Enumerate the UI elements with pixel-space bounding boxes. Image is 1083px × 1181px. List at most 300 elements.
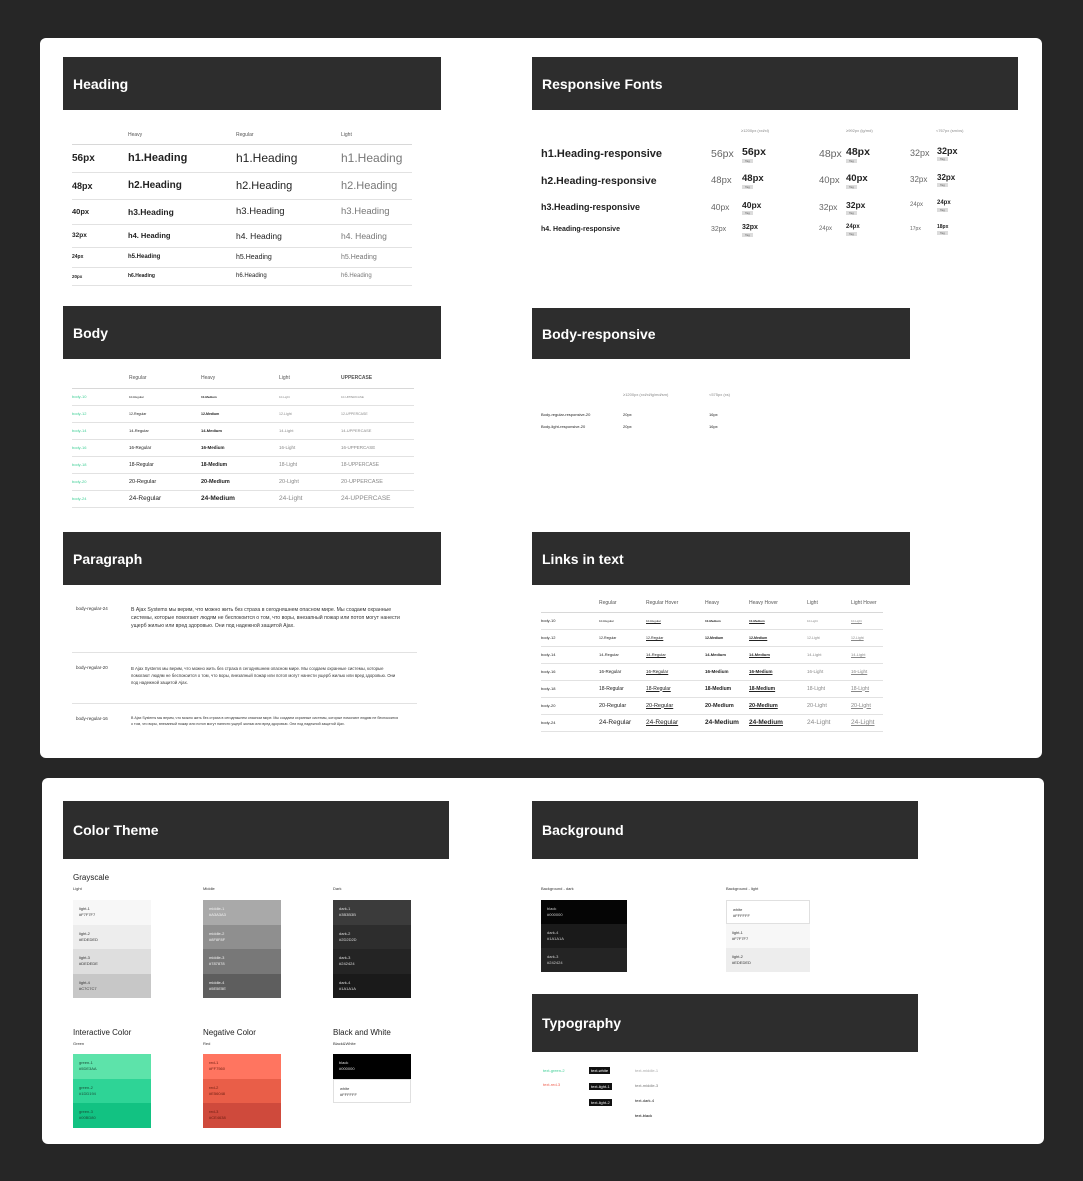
swatch-hex: #C7C7C7: [79, 985, 97, 991]
swatch-hex: #5DE3AA: [79, 1066, 97, 1071]
body-responsive-a: 20px: [623, 412, 632, 417]
typography-col-3: [635, 1068, 658, 1128]
heading-light: h4. Heading: [341, 224, 412, 247]
link-sample[interactable]: 10-Regular: [599, 612, 646, 629]
typography-sample: text-green-2: [543, 1068, 565, 1073]
link-sample[interactable]: 16-Light: [851, 663, 883, 680]
links-col-heavy: Heavy: [705, 594, 749, 612]
swatch-name: light-1: [79, 906, 90, 911]
links-name: body-24: [541, 714, 599, 731]
link-sample[interactable]: 20-Regular: [646, 697, 705, 714]
link-sample[interactable]: 10-Medium: [749, 612, 807, 629]
body-col-name: [72, 368, 129, 388]
link-sample[interactable]: 12-Light: [807, 629, 851, 646]
color-swatch-dark-1: [333, 900, 411, 925]
black-white-label: Black&White: [333, 1041, 356, 1046]
typography-sample-wrap: [589, 1100, 612, 1116]
swatch-name: light-2: [79, 930, 90, 936]
typography-sample: text-red-3: [543, 1082, 561, 1087]
link-sample[interactable]: 14-Regular: [599, 646, 646, 663]
typography-sample: text-light-2: [591, 1100, 610, 1105]
body-name: body-18: [72, 456, 129, 473]
link-sample[interactable]: 18-Light: [807, 680, 851, 697]
link-sample[interactable]: 20-Regular: [599, 697, 646, 714]
link-sample[interactable]: 20-Medium: [749, 697, 807, 714]
paragraph-row: [72, 710, 417, 744]
body-uppercase: 16-UPPERCASE: [341, 439, 414, 456]
swatch-hex: #FFFFFF: [733, 913, 750, 918]
swatch-name: red-3: [209, 1109, 219, 1114]
body-regular: 20-Regular: [129, 473, 201, 490]
grayscale-title: Grayscale: [73, 873, 110, 882]
link-sample[interactable]: 14-Light: [851, 646, 883, 663]
color-swatch-red-2: [203, 1079, 281, 1104]
typography-sample-wrap: [589, 1068, 612, 1084]
swatch-name: dark-3: [547, 954, 559, 959]
color-swatch-red-1: [203, 1054, 281, 1079]
swatch-name: dark-2: [339, 930, 351, 936]
typography-sample-wrap: [589, 1084, 612, 1100]
responsive-value: 40px: [711, 202, 730, 212]
paragraph-name: body-regular-20: [76, 665, 108, 670]
links-row: [541, 714, 883, 731]
responsive-value: 40px: [846, 173, 868, 184]
body-light: 12-Light: [279, 405, 341, 422]
body-row: [72, 388, 414, 405]
swatch-name: middle-3: [209, 955, 225, 960]
responsive-tag: Tag: [937, 231, 948, 235]
heading-size: 24px: [72, 247, 128, 267]
responsive-col-sm: <767px (sm/xs): [936, 128, 964, 133]
heading-size: 32px: [72, 224, 128, 247]
typography-section-title: Typography: [542, 1015, 622, 1031]
link-sample[interactable]: 16-Regular: [646, 663, 705, 680]
responsive-table: [541, 128, 981, 237]
body-uppercase: 12-UPPERCASE: [341, 405, 414, 422]
negative-color-title: Negative Color: [203, 1028, 256, 1037]
typography-sample: text-dark-4: [635, 1098, 655, 1103]
responsive-value: 40px: [819, 175, 840, 186]
body-light: 18-Light: [279, 456, 341, 473]
heading-light: h3.Heading: [341, 199, 412, 224]
color-swatch-dark-2: [333, 925, 411, 950]
swatch-name: light-2: [732, 954, 743, 959]
responsive-tag: Tag: [742, 185, 753, 189]
heading-heavy: h2.Heading: [128, 172, 236, 199]
body-heavy: 12-Medium: [201, 405, 279, 422]
swatch-hex: #FFFFFF: [340, 1091, 357, 1097]
swatch-name: white: [733, 907, 743, 912]
links-row: [541, 612, 883, 629]
color-swatch-light-2: [726, 948, 810, 972]
body-uppercase: 24-UPPERCASE: [341, 490, 414, 507]
link-sample[interactable]: 12-Light: [851, 629, 883, 646]
swatch-name: dark-3: [339, 955, 351, 960]
responsive-value: 32px: [742, 224, 758, 231]
body-responsive-col-xs: <575px (xs): [709, 392, 731, 397]
heading-col-size: [72, 126, 128, 144]
swatch-name: light-4: [79, 979, 90, 985]
heading-col-light: Light: [341, 126, 412, 144]
paragraph-list: [72, 600, 417, 750]
swatch-hex: #1A1A1A: [547, 936, 564, 941]
heading-size: 20px: [72, 267, 128, 285]
color-swatch-green-1: [73, 1054, 151, 1079]
link-sample[interactable]: 12-Regular: [599, 629, 646, 646]
swatch-group-red: [203, 1054, 281, 1128]
heading-regular: h5.Heading: [236, 247, 341, 267]
body-uppercase: 14-UPPERCASE: [341, 422, 414, 439]
body-responsive-b: 16px: [709, 424, 718, 429]
responsive-row-name: h4. Heading-responsive: [541, 226, 620, 233]
link-sample[interactable]: 18-Regular: [599, 680, 646, 697]
body-row: [72, 473, 414, 490]
links-row: [541, 629, 883, 646]
link-sample[interactable]: 10-Light: [851, 612, 883, 629]
swatch-name: dark-4: [339, 979, 351, 985]
heading-light: h2.Heading: [341, 172, 412, 199]
swatch-hex: #1DD194: [79, 1090, 96, 1096]
color-theme-section-header: [63, 801, 449, 859]
light-label: Light: [73, 886, 82, 891]
body-responsive-section-header: [532, 308, 910, 359]
responsive-tag: Tag: [937, 157, 948, 161]
responsive-section-header: [532, 57, 1018, 110]
links-name: body-18: [541, 680, 599, 697]
swatch-name: green-1: [79, 1060, 93, 1065]
links-name: body-12: [541, 629, 599, 646]
swatch-hex: #8F8F8F: [209, 936, 226, 942]
body-col-regular: Regular: [129, 368, 201, 388]
body-regular: 10-Regular: [129, 388, 201, 405]
heading-col-heavy: Heavy: [128, 126, 236, 144]
body-responsive-table: [541, 392, 841, 436]
link-sample[interactable]: 16-Regular: [599, 663, 646, 680]
link-sample[interactable]: 12-Medium: [705, 629, 749, 646]
link-sample[interactable]: 12-Regular: [646, 629, 705, 646]
swatch-group-bg-dark: [541, 900, 627, 972]
link-sample[interactable]: 12-Medium: [749, 629, 807, 646]
link-sample[interactable]: 24-Light: [851, 714, 883, 731]
swatch-group-bg-light: [726, 900, 810, 972]
body-responsive-section-title: Body-responsive: [542, 325, 656, 342]
paragraph-section-header: [63, 532, 441, 585]
swatch-hex: #000000: [339, 1066, 355, 1071]
typography-col-2: [589, 1068, 612, 1116]
responsive-value: 32px: [937, 146, 958, 156]
links-table: [541, 594, 883, 732]
swatch-group-green: [73, 1054, 151, 1128]
link-sample[interactable]: 18-Regular: [646, 680, 705, 697]
heading-size: 48px: [72, 172, 128, 199]
body-heavy: 20-Medium: [201, 473, 279, 490]
heading-row: [72, 247, 412, 267]
responsive-value: 32px: [910, 148, 930, 158]
responsive-row-name: h2.Heading-responsive: [541, 175, 657, 187]
link-sample[interactable]: 20-Medium: [705, 697, 749, 714]
links-name: body-10: [541, 612, 599, 629]
color-theme-section-title: Color Theme: [73, 822, 159, 838]
color-swatch-light-1: [73, 900, 151, 925]
heading-light: h1.Heading: [341, 144, 412, 172]
body-responsive-col-xl: ≥1200px (xxl/xl/lg/md/sm): [623, 392, 669, 397]
heading-heavy: h6.Heading: [128, 267, 236, 285]
swatch-hex: #242424: [547, 960, 563, 965]
color-swatch-black: [541, 900, 627, 924]
color-swatch-light-4: [73, 974, 151, 999]
heading-regular: h2.Heading: [236, 172, 341, 199]
links-col-regular: Regular: [599, 594, 646, 612]
heading-col-regular: Regular: [236, 126, 341, 144]
body-row: [72, 439, 414, 456]
body-heavy: 10-Medium: [201, 388, 279, 405]
links-col-light-hover: Light Hover: [851, 594, 883, 612]
typography-section-header: [532, 994, 918, 1052]
heading-light: h5.Heading: [341, 247, 412, 267]
color-swatch-light-3: [73, 949, 151, 974]
responsive-value: 17px: [910, 226, 921, 232]
swatch-name: white: [340, 1085, 350, 1091]
swatch-hex: #DEDEDE: [79, 961, 98, 966]
link-sample[interactable]: 24-Medium: [749, 714, 807, 731]
responsive-value: 56px: [711, 148, 734, 160]
swatch-hex: #CE4638: [209, 1115, 226, 1120]
link-sample[interactable]: 14-Regular: [646, 646, 705, 663]
body-row: [72, 422, 414, 439]
body-name: body-10: [72, 388, 129, 405]
paragraph-text: В Ajax Systems мы верим, что можно жить без страха в сегодняшнем опасном мире. Мы создаем охранные системы, которые помогают людям не беспокоится о том, что воры, внезапный пожар или потоп могут нанести ущерб жилью или вред здоровью. Они под надежной защитой Ajax.: [131, 666, 396, 685]
link-sample[interactable]: 24-Medium: [705, 714, 749, 731]
responsive-col-lg: ≥992px (lg/md): [846, 128, 873, 133]
typography-sample: text-middle-1: [635, 1068, 659, 1073]
body-col-light: Light: [279, 368, 341, 388]
links-name: body-14: [541, 646, 599, 663]
link-sample[interactable]: 10-Light: [807, 612, 851, 629]
links-col-name: [541, 594, 599, 612]
swatch-name: red-1: [209, 1060, 219, 1065]
body-light: 16-Light: [279, 439, 341, 456]
background-dark-label: Background - dark: [541, 886, 574, 891]
heading-light: h6.Heading: [341, 267, 412, 285]
link-sample[interactable]: 20-Light: [851, 697, 883, 714]
responsive-tag: Tag: [846, 185, 857, 189]
responsive-value: 24px: [846, 224, 860, 230]
color-swatch-green-3: [73, 1103, 151, 1128]
swatch-name: middle-2: [209, 930, 225, 936]
color-swatch-dark-4: [541, 924, 627, 948]
body-section-title: Body: [73, 324, 108, 341]
heading-row: [72, 224, 412, 247]
link-sample[interactable]: 24-Light: [807, 714, 851, 731]
heading-row: [72, 199, 412, 224]
link-sample[interactable]: 10-Medium: [705, 612, 749, 629]
swatch-hex: #F7F7F7: [732, 936, 749, 941]
swatch-hex: #EDEDED: [79, 936, 98, 942]
heading-heavy: h3.Heading: [128, 199, 236, 224]
body-heavy: 24-Medium: [201, 490, 279, 507]
swatch-hex: #1A1A1A: [339, 985, 356, 991]
swatch-hex: #EDEDED: [732, 960, 751, 965]
background-section-header: [532, 801, 918, 859]
body-section-header: [63, 306, 441, 359]
paragraph-text: В Ajax Systems мы верим, что можно жить без страха в сегодняшнем опасном мире. Мы создаем охранные системы, которые помогают людям не беспокоится о том, что воры, внезапный пожар или потоп могут нанести ущерб жилью или вред здоровью. Они под надежной защитой Ajax.: [131, 716, 399, 726]
body-name: body-24: [72, 490, 129, 507]
swatch-group-light: [73, 900, 151, 998]
swatch-hex: #E56048: [209, 1090, 226, 1096]
responsive-value: 32px: [711, 226, 727, 233]
swatch-hex: #787878: [209, 961, 225, 966]
body-name: body-16: [72, 439, 129, 456]
link-sample[interactable]: 20-Light: [807, 697, 851, 714]
heading-heavy: h5.Heading: [128, 247, 236, 267]
link-sample[interactable]: 14-Medium: [749, 646, 807, 663]
responsive-row: [541, 171, 981, 195]
body-name: body-14: [72, 422, 129, 439]
heading-size: 56px: [72, 144, 128, 172]
heading-heavy: h1.Heading: [128, 144, 236, 172]
link-sample[interactable]: 10-Regular: [646, 612, 705, 629]
color-swatch-dark-3: [541, 948, 627, 972]
swatch-name: middle-1: [209, 906, 225, 911]
heading-regular: h4. Heading: [236, 224, 341, 247]
responsive-row-name: h1.Heading-responsive: [541, 148, 663, 160]
swatch-hex: #242424: [339, 961, 355, 966]
link-sample[interactable]: 16-Medium: [705, 663, 749, 680]
color-swatch-white: [333, 1079, 411, 1104]
typography-sample: text-black: [635, 1113, 653, 1118]
link-sample[interactable]: 18-Medium: [749, 680, 807, 697]
heading-section-title: Heading: [73, 75, 129, 92]
responsive-value: 24px: [910, 202, 924, 208]
link-sample[interactable]: 16-Medium: [749, 663, 807, 680]
responsive-tag: Tag: [846, 232, 857, 236]
heading-row: [72, 172, 412, 199]
typography-sample: text-middle-3: [635, 1083, 659, 1088]
body-responsive-a: 20px: [623, 424, 632, 429]
body-responsive-name: Body-light-responsive-20: [541, 424, 586, 429]
swatch-name: green-2: [79, 1084, 93, 1090]
swatch-hex: #2D2D2D: [339, 936, 357, 942]
heading-heavy: h4. Heading: [128, 224, 236, 247]
responsive-value: 48px: [742, 173, 764, 184]
body-regular: 24-Regular: [129, 490, 201, 507]
heading-row: [72, 144, 412, 172]
color-swatch-green-2: [73, 1079, 151, 1104]
link-sample[interactable]: 24-Regular: [599, 714, 646, 731]
link-sample[interactable]: 14-Medium: [705, 646, 749, 663]
links-name: body-16: [541, 663, 599, 680]
links-name: body-20: [541, 697, 599, 714]
link-sample[interactable]: 24-Regular: [646, 714, 705, 731]
responsive-value: 48px: [846, 146, 870, 158]
link-sample[interactable]: 18-Medium: [705, 680, 749, 697]
heading-section-header: [63, 57, 441, 110]
paragraph-section-title: Paragraph: [73, 550, 143, 567]
dark-label: Dark: [333, 886, 342, 891]
swatch-name: middle-4: [209, 979, 225, 985]
responsive-value: 18px: [937, 224, 949, 230]
black-and-white-title: Black and White: [333, 1028, 391, 1037]
responsive-col-xl: ≥1200px (xxl/xl): [741, 128, 769, 133]
color-swatch-middle-2: [203, 925, 281, 950]
responsive-tag: Tag: [742, 211, 753, 215]
swatch-hex: #3B3B3B: [339, 912, 356, 917]
responsive-value: 48px: [819, 148, 842, 160]
body-name: body-12: [72, 405, 129, 422]
body-light: 20-Light: [279, 473, 341, 490]
color-swatch-dark-4: [333, 974, 411, 999]
red-label: Red: [203, 1041, 211, 1046]
body-light: 10-Light: [279, 388, 341, 405]
body-responsive-row: [541, 412, 841, 424]
heading-size: 40px: [72, 199, 128, 224]
body-row: [72, 405, 414, 422]
body-regular: 14-Regular: [129, 422, 201, 439]
responsive-value: 24px: [937, 200, 951, 206]
swatch-group-dark: [333, 900, 411, 998]
color-swatch-light-2: [73, 925, 151, 950]
link-sample[interactable]: 18-Light: [851, 680, 883, 697]
responsive-value: 32px: [819, 202, 838, 212]
links-row: [541, 646, 883, 663]
body-col-uppercase: UPPERCASE: [341, 368, 414, 388]
body-name: body-20: [72, 473, 129, 490]
swatch-name: dark-4: [547, 930, 559, 935]
swatch-name: black: [547, 906, 557, 911]
body-heavy: 18-Medium: [201, 456, 279, 473]
body-responsive-b: 16px: [709, 412, 718, 417]
responsive-section-title: Responsive Fonts: [542, 75, 663, 92]
links-col-heavy-hover: Heavy Hover: [749, 594, 807, 612]
body-regular: 12-Regular: [129, 405, 201, 422]
swatch-hex: #000000: [547, 912, 563, 917]
responsive-value: 56px: [742, 146, 766, 158]
swatch-group-middle: [203, 900, 281, 998]
body-heavy: 14-Medium: [201, 422, 279, 439]
paragraph-row: [72, 659, 417, 704]
link-sample[interactable]: 14-Light: [807, 646, 851, 663]
heading-regular: h1.Heading: [236, 144, 341, 172]
link-sample[interactable]: 16-Light: [807, 663, 851, 680]
swatch-group-bw: [333, 1054, 411, 1103]
links-row: [541, 697, 883, 714]
swatch-name: green-3: [79, 1109, 93, 1114]
responsive-tag: Tag: [846, 159, 857, 163]
body-row: [72, 490, 414, 507]
responsive-value: 32px: [910, 175, 928, 184]
links-col-regular-hover: Regular Hover: [646, 594, 705, 612]
links-row: [541, 663, 883, 680]
heading-row: [72, 267, 412, 285]
responsive-value: 48px: [711, 175, 732, 186]
swatch-name: dark-1: [339, 906, 351, 911]
typography-sample: text-white: [591, 1068, 609, 1073]
color-swatch-middle-1: [203, 900, 281, 925]
heading-table: [72, 126, 412, 286]
body-regular: 18-Regular: [129, 456, 201, 473]
responsive-row: [541, 198, 981, 222]
color-swatch-red-3: [203, 1103, 281, 1128]
paragraph-row: [72, 600, 417, 653]
green-label: Green: [73, 1041, 85, 1046]
body-heavy: 16-Medium: [201, 439, 279, 456]
responsive-tag: Tag: [742, 233, 753, 237]
background-section-title: Background: [542, 822, 624, 838]
swatch-hex: #00BD80: [79, 1115, 96, 1120]
body-regular: 16-Regular: [129, 439, 201, 456]
paragraph-name: body-regular-16: [76, 716, 108, 721]
body-light: 14-Light: [279, 422, 341, 439]
